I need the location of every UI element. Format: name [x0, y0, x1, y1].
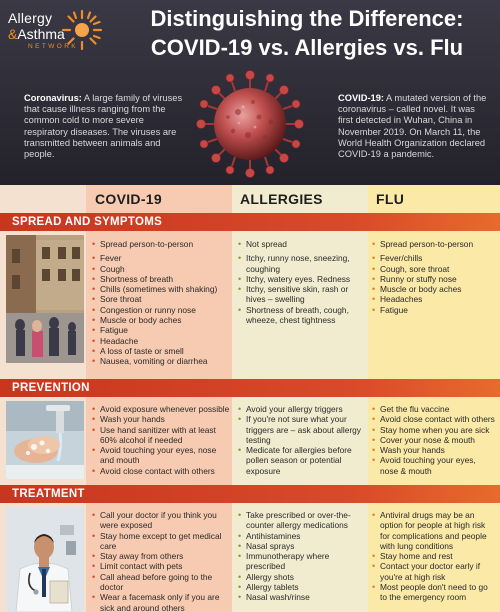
list-item: • Stay home except to get medical care	[92, 531, 230, 552]
comparison-table	[0, 185, 500, 612]
column-header-covid: COVID-19	[95, 191, 162, 207]
covid19-definition	[338, 93, 488, 160]
column-header-allergies: ALLERGIES	[240, 191, 323, 207]
prevention-covid-list	[92, 404, 230, 476]
title-line-2: COVID-19 vs. Allergies vs. Flu	[150, 35, 464, 60]
list-item: • Call ahead before going to the doctor	[92, 572, 230, 593]
list-item: • Cough, sore throat	[372, 264, 496, 274]
list-item: • Wash your hands	[372, 445, 496, 455]
list-item: • Spread person-to-person	[92, 239, 230, 249]
list-item: • If you're not sure what your triggers are – ask about allergy testing	[238, 414, 366, 445]
spread-flu-list	[372, 239, 496, 315]
allergy-asthma-network-logo	[8, 6, 108, 54]
list-item: • Contact your doctor early if you're at high risk	[372, 561, 496, 582]
list-item: • Most people don't need to go to the emergency room	[372, 582, 496, 603]
logo-ampersand: &	[8, 26, 18, 42]
list-item: • Spread person-to-person	[372, 239, 496, 249]
list-item: • Get the flu vaccine	[372, 404, 496, 414]
list-item: • Shortness of breath	[92, 274, 230, 284]
list-item: • Avoid exposure whenever possible	[92, 404, 230, 414]
list-item: • Itchy, runny nose, sneezing, coughing	[238, 253, 366, 274]
column-header-flu: FLU	[376, 191, 405, 207]
coronavirus-term: Coronavirus:	[24, 93, 82, 103]
list-item: • Wash your hands	[92, 414, 230, 424]
list-item: • Nausea, vomiting or diarrhea	[92, 356, 230, 366]
list-item: • Headaches	[372, 294, 496, 304]
list-item: • Sore throat	[92, 294, 230, 304]
coronavirus-illustration	[193, 67, 307, 181]
logo-text-asthma	[8, 26, 65, 42]
prevention-flu-list	[372, 404, 496, 476]
hand-washing-photo	[6, 401, 84, 479]
list-item: • Avoid touching your eyes, nose & mouth	[372, 455, 496, 476]
list-item: • Avoid close contact with others	[372, 414, 496, 424]
page-title	[118, 4, 496, 62]
logo-text-allergy: Allergy	[8, 10, 53, 26]
list-item: • Limit contact with pets	[92, 561, 230, 571]
list-item: • Fever	[92, 253, 230, 263]
list-item: • Allergy shots	[238, 572, 366, 582]
treatment-flu-list	[372, 510, 496, 603]
list-item: • Avoid touching your eyes, nose and mouth	[92, 445, 230, 466]
street-crowd-photo	[6, 235, 84, 363]
list-item: • Avoid close contact with others	[92, 466, 230, 476]
list-item: • Cover your nose & mouth	[372, 435, 496, 445]
list-item: • Itchy, watery eyes. Redness	[238, 274, 366, 284]
list-item: • Cough	[92, 264, 230, 274]
list-item: • Stay away from others	[92, 551, 230, 561]
list-item: • Immunotherapy where prescribed	[238, 551, 366, 572]
list-item: • Antiviral drugs may be an option for people at high risk for complications and people with lung conditions	[372, 510, 496, 551]
list-item: • Stay home when you are sick	[372, 425, 496, 435]
list-item: • Take prescribed or over-the-counter allergy medications	[238, 510, 366, 531]
list-item: • Shortness of breath, cough, wheeze, chest tightness	[238, 305, 366, 326]
list-item: • Not spread	[238, 239, 366, 249]
list-item: • Stay home and rest	[372, 551, 496, 561]
section-header-spread: SPREAD AND SYMPTOMS	[0, 213, 500, 231]
section-header-prevention: PREVENTION	[0, 379, 500, 397]
list-item: • Chills (sometimes with shaking)	[92, 284, 230, 294]
list-item: • Call your doctor if you think you were exposed	[92, 510, 230, 531]
list-item: • Medicate for allergies before pollen season or potential exposure	[238, 445, 366, 476]
list-item: • Wear a facemask only if you are sick and around others	[92, 592, 230, 612]
spread-allergies-list	[238, 239, 366, 325]
list-item: • Itchy, sensitive skin, rash or hives – swelling	[238, 284, 366, 305]
list-item: • Muscle or body aches	[92, 315, 230, 325]
list-item: • Headache	[92, 336, 230, 346]
header	[0, 0, 500, 185]
list-item: • Runny or stuffy nose	[372, 274, 496, 284]
list-item: • Muscle or body aches	[372, 284, 496, 294]
list-item: • Fatigue	[92, 325, 230, 335]
spread-covid-list	[92, 239, 230, 367]
coronavirus-text: A large family of viruses that cause illness ranging from the common cold to more severe respiratory diseases. The viruses are transmitted between animals and people.	[24, 93, 183, 160]
list-item: • A loss of taste or smell	[92, 346, 230, 356]
list-item: • Nasal wash/rinse	[238, 592, 366, 602]
section-header-treatment: TREATMENT	[0, 485, 500, 503]
list-item: • Avoid your allergy triggers	[238, 404, 366, 414]
title-line-1: Distinguishing the Difference:	[150, 6, 464, 31]
prevention-allergies-list	[238, 404, 366, 476]
doctor-photo	[6, 507, 84, 612]
covid19-text: A mutated version of the coronavirus – called novel. It was first detected in Wuhan, China in November 2019. On March 11, the World Health Organization declared COVID-19 a pandemic.	[338, 93, 487, 160]
treatment-allergies-list	[238, 510, 366, 603]
list-item: • Use hand sanitizer with at least 60% alcohol if needed	[92, 425, 230, 446]
coronavirus-definition	[24, 93, 188, 160]
list-item: • Antihistamines	[238, 531, 366, 541]
list-item: • Fever/chills	[372, 253, 496, 263]
treatment-covid-list	[92, 510, 230, 612]
covid19-term: COVID-19:	[338, 93, 384, 103]
list-item: • Allergy tablets	[238, 582, 366, 592]
logo-text-asthma-word: Asthma	[17, 26, 65, 42]
list-item: • Congestion or runny nose	[92, 305, 230, 315]
list-item: • Nasal sprays	[238, 541, 366, 551]
list-item: • Fatigue	[372, 305, 496, 315]
logo-text-network: NETWORK	[28, 43, 79, 50]
